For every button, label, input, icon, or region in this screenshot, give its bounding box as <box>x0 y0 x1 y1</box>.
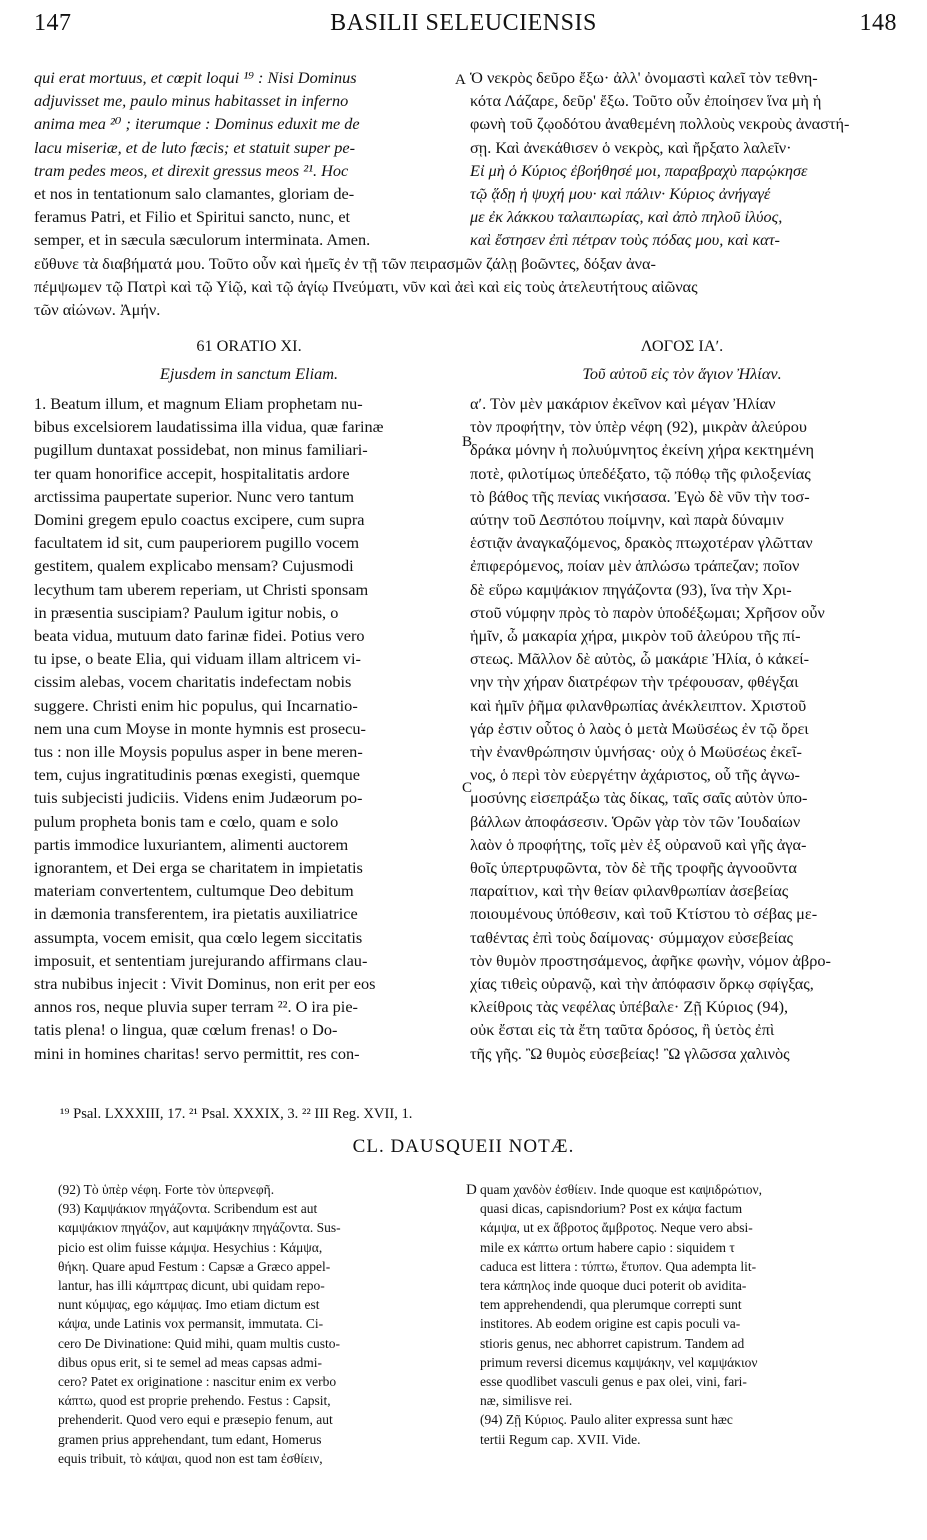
text-line: ποιουμένους ὑπόθεσιν, καὶ τοῦ Κτίστου τὸ σέβας με- <box>470 904 818 924</box>
text-line: φωνὴ τοῦ ζῳοδότου ἀναθεμένη πολλοὺς νεκροὺς ἀναστή- <box>470 114 850 134</box>
note-line: institores. Ab eodem origine est capis poculi va- <box>480 1316 741 1332</box>
note-line: dibus opus erit, si te semel ad meas capsas admi- <box>58 1354 322 1370</box>
latin-body <box>34 392 464 1065</box>
text-line: adjuvisset me, paulo minus habitasset in inferno <box>34 91 349 111</box>
prev-greek-full-text <box>34 252 894 322</box>
note-line: primum reversi dicemus καμψάκην, vel καμψάκιον <box>480 1354 758 1370</box>
text-line: σῃ. Καὶ ἀνεκάθισεν ὁ νεκρὸς, καὶ ἤρξατο λαλεῖν· <box>470 137 792 157</box>
text-line: Ὁ νεκρὸς δεῦρο ἔξω· ἀλλ' ὀνομαστὶ καλεῖ τὸν τεθνη- <box>470 68 818 87</box>
text-line: in præsentia suscipiam? Paulum igitur nobis, o <box>34 602 339 622</box>
text-line: stra nubibus injecit : Vivit Dominus, non erit per eos <box>34 974 376 994</box>
text-line: ἡμῖν, ὦ μακαρία χήρα, μικρὸν τοῦ ἀλεύρου τῆς πί- <box>470 626 801 646</box>
text-line: καὶ ἔστησεν ἐπὶ πέτραν τοὺς πόδας μου, καὶ κατ- <box>470 230 780 250</box>
text-line: assumpta, vocem emisit, qua cœlo legem siccitatis <box>34 927 363 947</box>
text-line: cissim alebas, vocem charitatis indefectam nobis <box>34 672 352 692</box>
note-line: quam χανδὸν ἐσθίειν. Inde quoque est καψιδρώτιον, <box>480 1182 762 1197</box>
text-line: partis immodice luxuriantem, alimenti auctorem <box>34 834 349 854</box>
text-line: 1. Beatum illum, et magnum Eliam prophetam nu- <box>34 394 363 413</box>
text-line: ποτὲ, φιλοτίμως ὑπεδέξατο, τῷ πόθῳ τῆς φιλοξενίας <box>470 463 811 483</box>
text-line: tram pedes meos, et direxit gressus meos ²¹. Hoc <box>34 160 349 180</box>
latin-heading: 61 ORATIO XI. <box>196 336 302 355</box>
notes-right-column <box>480 1180 880 1449</box>
greek-body <box>470 392 894 1065</box>
note-line: cero? Patet ex originatione : nascitur enim ex verbo <box>58 1374 337 1390</box>
margin-marker-b: B <box>462 434 473 450</box>
greek-heading: ΛΟΓΟΣ ΙΑʹ. <box>640 336 724 355</box>
text-line: δράκα μόνην ἡ πολυύμνητος ἐκείνη χήρα κεκτημένη <box>470 440 815 460</box>
text-line: νην τὴν χήραν διατρέφων τὴν τρέφουσαν, φθέγξαι <box>470 672 799 692</box>
note-line: (93) Καμψάκιον πηγάζοντα. Scribendum est aut <box>58 1201 318 1217</box>
text-line: λαὸν ὁ προφήτης, τοῖς μὲν ἐξ οὐρανοῦ καὶ γῆς ἀγα- <box>470 834 807 854</box>
text-line: τὴν ἐνανθρώπησιν ὑμνήσας· οὐχ ὁ Μωϋσέως ἐκεῖ- <box>470 742 802 762</box>
text-line: suggere. Christi enim hic populus, qui Incarnatio- <box>34 695 358 715</box>
text-line: lacu miseriæ, et de luto fæcis; et statuit super pe- <box>34 137 356 157</box>
note-line: θήκη. Quare apud Festum : Capsæ a Græco appel- <box>58 1258 331 1274</box>
page-number-right: 148 <box>859 10 897 36</box>
text-line: tuis subjecisti judiciis. Videns enim Judæorum po- <box>34 788 363 808</box>
text-line: ignorantem, et Dei erga se charitatem in impietatis <box>34 858 363 878</box>
text-line: αʹ. Τὸν μὲν μακάριον ἐκεῖνον καὶ μέγαν Ἠλίαν <box>470 394 776 413</box>
note-line: mile ex κάπτω ortum habere capio : siquidem τ <box>480 1239 735 1255</box>
text-line: δὲ εὕρω καμψάκιον πηγάζοντα (93), ἵνα τὴν Χρι- <box>470 579 792 599</box>
text-line: qui erat mortuus, et cœpit loqui ¹⁹ : Nisi Dominus <box>34 68 357 87</box>
text-line: arctissima paupertate superior. Nunc vero tantum <box>34 486 355 506</box>
text-line: in dæmonia transferentem, ira pietatis auxiliatrice <box>34 904 358 924</box>
text-line: ter quam honorifice accepit, hospitalitatis ardore <box>34 463 350 483</box>
note-line: picio est olim fuisse κάμψα. Hesychius : Κάμψα, <box>58 1239 323 1255</box>
text-line: facultatem id sit, cum pauperiorem pugillo vocem <box>34 533 360 553</box>
text-line: Domini gregem epulo coactus excipere, cum supra <box>34 510 365 530</box>
text-line: gestitem, qualem explicabo mensam? Cujusmodi <box>34 556 354 576</box>
text-line: mini in homines charitas! servo permittit, res con- <box>34 1043 360 1063</box>
text-line: materiam convertentem, cultumque Deo debitum <box>34 881 354 901</box>
text-line: lecythum tam uberem reperiam, ut Christi sponsam <box>34 579 369 599</box>
note-line: καμψάκιον πηγάζον, aut καμψάκην πηγάζοντα. Sus- <box>58 1220 341 1236</box>
note-line: prehenderit. Quod vero equi e præsepio fenum, aut <box>58 1412 333 1428</box>
note-line: lantur, has illi κάμπτρας dicunt, ubi quidam repo- <box>58 1278 325 1294</box>
text-line: imposuit, et sententiam jurejurando affirmans clau- <box>34 950 368 970</box>
prev-greek-text <box>470 66 894 252</box>
text-line: nem una cum Moyse in monte hymnis est prosecu- <box>34 718 366 738</box>
text-line: κότα Λάζαρε, δεῦρ' ἔξω. Τοῦτο οὖν ἐποίησεν ἵνα μὴ ἡ <box>470 91 822 111</box>
note-line: nunt κύμψας, ego κάμψας. Imo etiam dictum est <box>58 1297 320 1313</box>
running-title: BASILII SELEUCIENSIS <box>330 10 597 36</box>
margin-marker-a: A <box>455 72 466 88</box>
note-line: (94) Ζῇ Κύριος. Paulo aliter expressa sunt hæc <box>480 1412 733 1428</box>
text-line: κλείθροις τὰς νεφέλας ὑπέβαλε· Ζῇ Κύριος (94), <box>470 997 789 1017</box>
text-line: anima mea ²⁰ ; iterumque : Dominus eduxit me de <box>34 114 360 134</box>
text-line: χίας τιθεὶς οὐρανῷ, καὶ τὴν ἀπόφασιν ὅρκῳ σφίγξας, <box>470 974 814 994</box>
text-line: γάρ ἐστιν οὗτος ὁ λαὸς ὁ μετὰ Μωϋσέως ἐν τῷ ὄρει <box>470 718 809 738</box>
text-line: pulum propheta bonis tam e cœlo, quam e solo <box>34 811 339 831</box>
text-line: ταθέντας ἐπὶ τοὺς δαίμονας· σύμμαχον εὐσεβείας <box>470 927 793 947</box>
text-line: οὐκ ἔσται εἰς τὰ ἔτη ταῦτα δρόσος, ἢ ὑετὸς ἐπὶ <box>470 1020 775 1040</box>
note-line: equis tribuit, τὸ κάψαι, quod non est tam ἐσθίειν, <box>58 1450 323 1466</box>
note-line: tem apprehendendi, qua plerumque correpti sunt <box>480 1297 742 1313</box>
text-line: tus : non ille Moysis populus asper in bene meren- <box>34 742 363 762</box>
text-line: ἑστιᾷν ἀναγκαζόμενος, δρακὸς πτωχοτέραν γλῶτταν <box>470 533 813 553</box>
text-line: τῶν αἰώνων. Ἀμήν. <box>34 300 161 320</box>
prev-latin-text <box>34 66 464 252</box>
text-line: annos ros, neque pluvia super terram ²². O ira pie- <box>34 997 358 1017</box>
page-number-left: 147 <box>34 10 72 36</box>
text-line: νος, ὁ περὶ τὸν εὐεργέτην ἀχάριστος, οὗ τῆς ἀγνω- <box>470 765 800 785</box>
text-line: τὸ βάθος τῆς πενίας νικήσασα. Ἐγὼ δὲ νῦν τὴν τοσ- <box>470 486 810 506</box>
text-line: στοῦ νύμφην πρὸς τὸ παρὸν ὑποδέξωμαι; Χρῆσον οὖν <box>470 602 825 622</box>
text-line: με ἐκ λάκκου ταλαιπωρίας, καὶ ἀπὸ πηλοῦ ἰλύος, <box>470 207 783 227</box>
note-line: tera κάπηλος inde quoque duci poterit ob avidita- <box>480 1278 747 1294</box>
notes-heading: CL. DAUSQUEII NOTÆ. <box>352 1136 575 1157</box>
text-line: feramus Patri, et Filio et Spiritui sancto, nunc, et <box>34 207 351 227</box>
text-line: τὸν προφήτην, τὸν ὑπὲρ νέφη (92), μικρὰν ἀλεύρου <box>470 417 807 437</box>
latin-subheading: Ejusdem in sanctum Eliam. <box>159 364 339 383</box>
text-line: εὔθυνε τὰ διαβήματά μου. Τοῦτο οὖν καὶ ἡμεῖς ἐν τῇ τῶν πειρασμῶν ζάλῃ βοῶντες, δόξαν ἀνα- <box>34 254 656 273</box>
text-line: πέμψωμεν τῷ Πατρὶ καὶ τῷ Υἱῷ, καὶ τῷ ἁγίῳ Πνεύματι, νῦν καὶ ἀεὶ καὶ εἰς τοὺς ἀτελευτήτους αἰῶνας <box>34 277 698 297</box>
margin-marker-c: C <box>462 780 473 796</box>
text-line: καὶ ἡμῖν ῥῆμα φιλανθρωπίας ἀνέκλειπτον. Χριστοῦ <box>470 695 807 715</box>
note-line: quasi dicas, capisndorium? Post ex κάψα factum <box>480 1201 743 1217</box>
note-line: esse quodlibet vasculi genus e pax olei, vini, fari- <box>480 1374 747 1390</box>
text-line: στεως. Μᾶλλον δὲ αὐτὸς, ὦ μακάριε Ἠλία, ὁ κἀκεί- <box>470 649 810 669</box>
text-line: βάλλων ἀποφάσεσιν. Ὁρῶν γὰρ τὸν τῶν Ἰουδαίων <box>470 811 801 831</box>
text-line: μοσύνης εἰσεπράξω τὰς δίκας, ταῖς σαῖς αὐτὸν ὑπο- <box>470 788 808 808</box>
greek-subheading: Τοῦ αὐτοῦ εἰς τὸν ἅγιον Ἠλίαν. <box>582 364 782 383</box>
text-line: pugillum duntaxat possidebat, non minus familiari- <box>34 440 368 460</box>
note-line: κάψα, unde Latinis vox permansit, immutata. Ci- <box>58 1316 324 1332</box>
note-line: (92) Τὸ ὑπὲρ νέφη. Forte τὸν ὑπερνεφῆ. <box>58 1182 275 1197</box>
text-line: bibus excelsiorem laudatissima illa vidua, quæ farinæ <box>34 417 384 437</box>
margin-marker-d: D <box>466 1182 477 1198</box>
text-line: tu ipse, o beate Elia, qui viduam illam altricem vi- <box>34 649 361 669</box>
text-line: ἐπιφερόμενος, ποίαν μὲν ἁπλώσω τράπεζαν; ποῖον <box>470 556 800 576</box>
note-line: κάπτω, quod est proprie prehendo. Festus : Capsit, <box>58 1393 331 1409</box>
text-line: τῆς γῆς. Ὢ θυμὸς εὐσεβείας! Ὢ γλῶσσα χαλινὸς <box>470 1043 790 1063</box>
text-line: tem, cujus ingratitudinis pœnas exegisti, quemque <box>34 765 361 785</box>
note-line: stioris genus, nec abhorret capistrum. Tandem ad <box>480 1335 745 1351</box>
text-line: θοῖς ὑπερτρυφῶντα, τὸν δὲ τῆς τροφῆς ἀγνοοῦντα <box>470 858 797 878</box>
text-line: semper, et in sæcula sæculorum interminata. Amen. <box>34 230 371 250</box>
text-line: tatis plena! o lingua, quæ cœlum frenas! o Do- <box>34 1020 338 1040</box>
note-line: cero De Divinatione: Quid mihi, quam multis custo- <box>58 1335 340 1351</box>
note-line: caduca est littera : τύπτω, ἔτυπον. Qua adempta lit- <box>480 1258 757 1274</box>
notes-left-column <box>58 1180 456 1468</box>
text-line: Εἰ μὴ ὁ Κύριος ἐβοήθησέ μοι, παραβραχὺ παρῴκησε <box>470 160 808 180</box>
text-line: beata vidua, mutuum dato farinæ fidei. Potius vero <box>34 626 365 646</box>
text-line: τὸν θυμὸν προστησάμενος, ἀφῆκε φωνὴν, νόμον ἀβρο- <box>470 950 831 970</box>
scripture-footnotes: ¹⁹ Psal. LXXXIII, 17. ²¹ Psal. XXXIX, 3. ²² III Reg. XVII, 1. <box>60 1106 413 1122</box>
text-line: τῷ ᾅδῃ ἡ ψυχή μου· καὶ πάλιν· Κύριος ἀνήγαγέ <box>470 184 771 204</box>
note-line: tertii Regum cap. XVII. Vide. <box>480 1431 641 1447</box>
note-line: næ, similisve rei. <box>480 1393 573 1409</box>
note-line: κάμψα, ut ex ἄβροτος ἄμβροτος. Neque vero absi- <box>480 1220 753 1236</box>
text-line: παραίτιον, καὶ τὴν θείαν φιλανθρωπίαν ἀσεβείας <box>470 881 789 901</box>
text-line: et nos in tentationum salo clamantes, gloriam de- <box>34 184 355 204</box>
note-line: gramen prius apprehendant, tum edant, Homerus <box>58 1431 322 1447</box>
text-line: αύτην τοῦ Δεσπότου ποίμνην, καὶ παρὰ δύναμιν <box>470 510 784 530</box>
